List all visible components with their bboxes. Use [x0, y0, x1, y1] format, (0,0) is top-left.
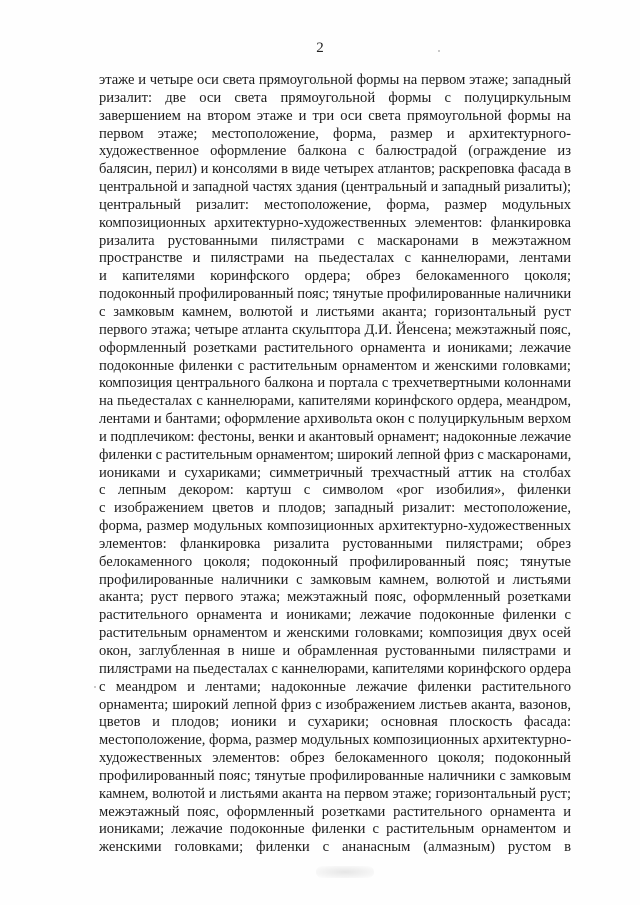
- text-line: с лепным декором: картуш с символом «рог изобилия», филенки: [99, 482, 571, 499]
- text-line: центральной и западной частях здания (центральный и западный ризалиты);: [99, 179, 571, 196]
- text-line: на пьедесталах с каннелюрами, капителями коринфского ордера, меандром,: [99, 393, 571, 410]
- text-line: окон, заглубленная в нише и обрамленная рустованными пилястрами и: [99, 643, 571, 659]
- scan-speck: [438, 50, 440, 52]
- text-line: иониками; лежачие подоконные филенки с растительным орнаментом и: [99, 821, 571, 838]
- text-line: с изображением цветов и плодов; западный ризалит: местоположение,: [99, 500, 571, 517]
- text-line: женскими головками; филенки с ананасным (алмазным) рустом в: [99, 839, 571, 856]
- text-line: художественных элементов: обрез белокаменного цоколя; подоконный: [99, 750, 571, 767]
- text-line: художественное оформление балкона с балюстрадой (ограждение из: [99, 143, 571, 160]
- body-text: [99, 72, 571, 857]
- text-line: подоконные филенки с растительным орнаментом и женскими головками;: [99, 357, 571, 374]
- text-line: иониками и сухариками; симметричный трехчастный аттик на столбах: [99, 464, 571, 481]
- scan-speck: [94, 686, 96, 688]
- text-line: камнем, волютой и листьями аканта на первом этаже; горизонтальный руст;: [99, 785, 571, 802]
- text-line: первом этаже; местоположение, форма, размер и архитектурного-: [99, 125, 571, 142]
- text-line: цветов и плодов; ионики и сухарики; основная плоскость фасада:: [99, 714, 571, 731]
- text-line: завершением на втором этаже и три оси света прямоугольной формы на: [99, 107, 571, 124]
- text-line: лентами и бантами; оформление архивольта окон с полуциркульным верхом: [99, 411, 571, 428]
- text-line: балясин, перил) и консолями в виде четырех атлантов; раскреповка фасада в: [99, 161, 571, 178]
- text-line: местоположение, форма, размер модульных композиционных архитектурно-: [99, 732, 572, 749]
- text-line: этаже и четыре оси света прямоугольной формы на первом этаже; западный: [99, 72, 571, 88]
- text-line: ризалит: две оси света прямоугольной формы с полуциркульным: [99, 89, 571, 106]
- page-number: 2: [316, 40, 324, 56]
- text-line: филенки с растительным орнаментом; широкий лепной фриз с маскаронами,: [99, 446, 572, 463]
- text-line: композиционных архитектурно-художественных элементов: фланкировка: [99, 214, 571, 231]
- text-line: элементов: фланкировка ризалита рустованными пилястрами; обрез: [99, 535, 571, 552]
- text-line: форма, размер модульных композиционных архитектурно-художественных: [99, 518, 571, 535]
- text-line: растительным орнаментом и женскими головками; композиция двух осей: [99, 625, 571, 642]
- scan-smudge: [316, 866, 374, 878]
- text-line: профилированный пояс; тянутые профилированные наличники с замковым: [99, 767, 571, 784]
- text-line: подоконный профилированный пояс; тянутые профилированные наличники: [99, 286, 572, 303]
- text-line: пространстве и пилястрами на пьедесталах с каннелюрами, лентами: [99, 250, 571, 267]
- text-line: центральный ризалит: местоположение, форма, размер модульных: [99, 196, 571, 213]
- text-line: первого этажа; четыре атланта скульптора Д.И. Йенсена; межэтажный пояс,: [99, 321, 571, 338]
- text-line: и капителями коринфского ордера; обрез белокаменного цоколя;: [99, 268, 571, 285]
- text-line: с меандром и лентами; надоконные лежачие филенки растительного: [99, 678, 571, 695]
- text-line: ризалита рустованными пилястрами с маскаронами в межэтажном: [99, 232, 571, 249]
- text-line: и подплечиком: фестоны, венки и акантовый орнамент; надоконные лежачие: [99, 428, 571, 445]
- text-line: белокаменного цоколя; подоконный профилированный пояс; тянутые: [99, 553, 571, 570]
- text-line: орнамента; широкий лепной фриз с изображением листьев аканта, вазонов,: [99, 696, 571, 713]
- text-line: профилированные наличники с замковым камнем, волютой и листьями: [99, 571, 571, 588]
- text-line: межэтажный пояс, оформленный розетками растительного орнамента и: [99, 803, 571, 820]
- text-line: оформленный розетками растительного орнамента и иониками; лежачие: [99, 339, 571, 356]
- text-line: с замковым камнем, волютой и листьями аканта; горизонтальный руст: [99, 303, 571, 320]
- text-line: композиция центрального балкона и портала с трехчетвертными колоннами: [99, 375, 571, 392]
- text-line: растительного орнамента и иониками; лежачие подоконные филенки с: [99, 607, 571, 624]
- text-line: пилястрами на пьедесталах с каннелюрами, капителями коринфского ордера: [99, 660, 571, 677]
- text-line: аканта; руст первого этажа; межэтажный пояс, оформленный розетками: [99, 589, 571, 606]
